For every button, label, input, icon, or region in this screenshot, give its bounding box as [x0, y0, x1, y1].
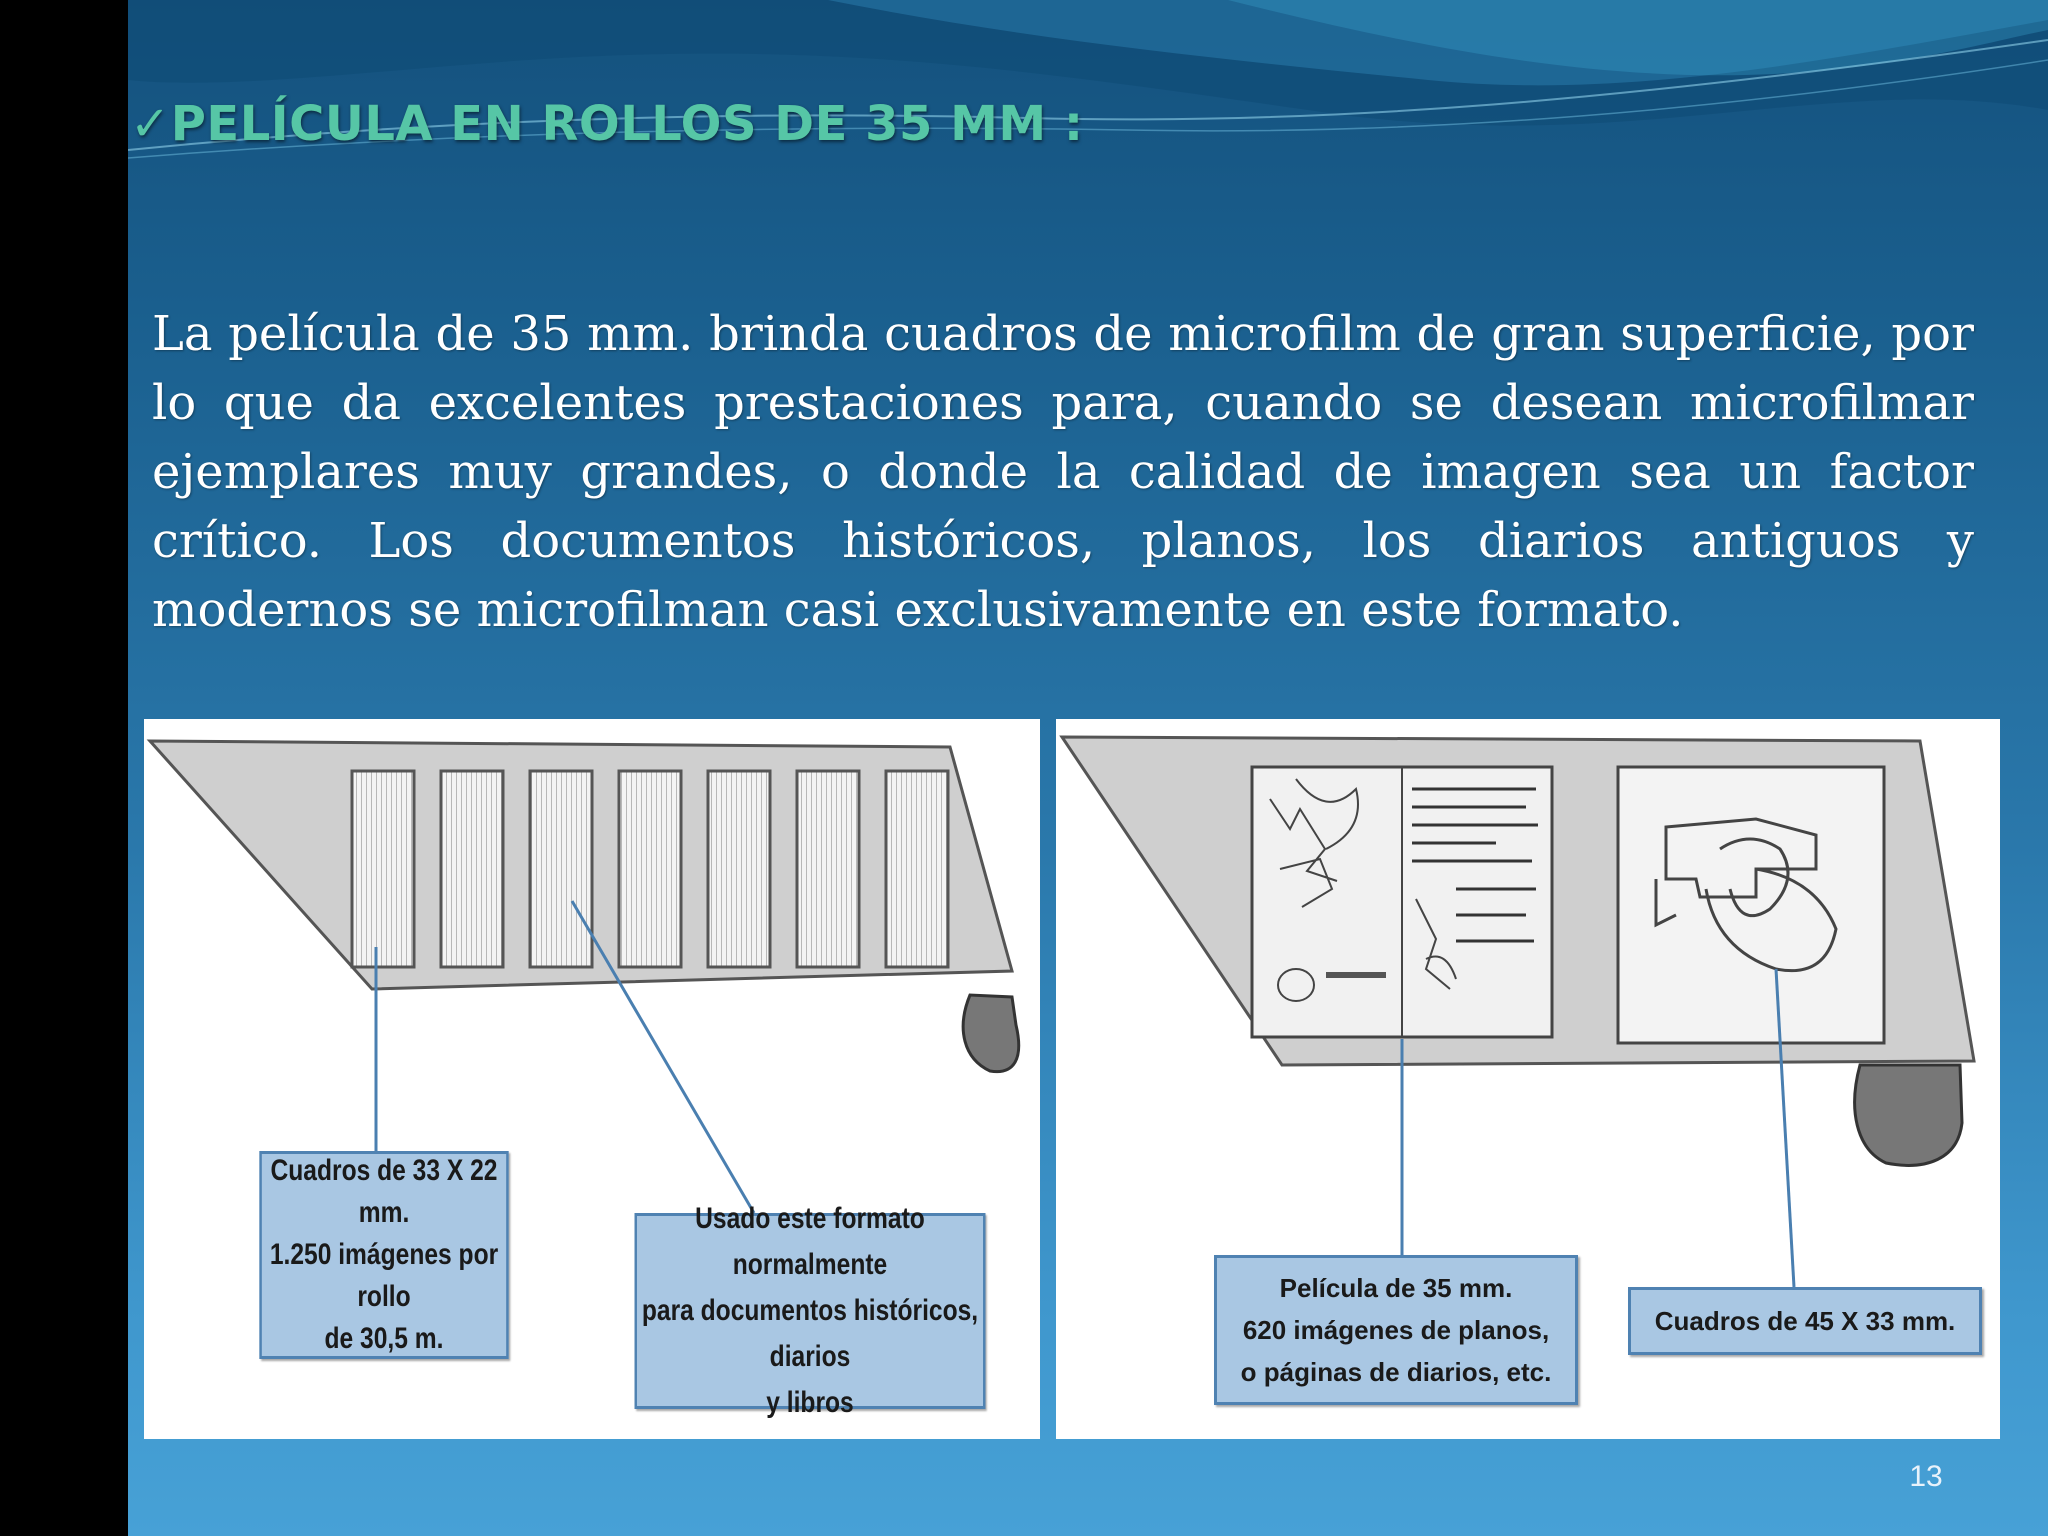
film-frame: [530, 771, 592, 967]
slide-body-paragraph: La película de 35 mm. brinda cuadros de microfilm de gran superficie, por lo que da excelentes prestaciones para, cuando se desean microfilmar ejemplares muy grandes, o donde la calidad de imagen sea un factor crítico. Los documentos históricos, planos, los diarios antiguos y modernos se microfilman casi exclusivamente en este formato.: [152, 306, 1974, 638]
film-frames: [352, 771, 948, 967]
film-frame: [352, 771, 414, 967]
film-frame: [619, 771, 681, 967]
film-frame: [441, 771, 503, 967]
figure-35mm-frames-45x33: [1056, 719, 2000, 1439]
film-frame: [797, 771, 859, 967]
caption-frame-size: Cuadros de 33 X 22 mm. 1.250 imágenes por rollo de 30,5 m.: [259, 1151, 508, 1359]
figure-35mm-frames-33x22: [144, 719, 1040, 1439]
page-number: 13: [1909, 1460, 1943, 1493]
caption-usage: Usado este formato normalmente para documentos históricos, diarios y libros: [635, 1213, 986, 1409]
film-frame: [708, 771, 770, 967]
film-curl: [963, 995, 1019, 1072]
film-frame-plan: [1618, 767, 1884, 1043]
film-curl: [1855, 1065, 1962, 1165]
slide: [128, 0, 2048, 1536]
caption-film-info: Película de 35 mm. 620 imágenes de planos, o páginas de diarios, etc.: [1214, 1255, 1578, 1405]
slide-title: ✓PELÍCULA EN ROLLOS DE 35 MM :: [130, 96, 1084, 152]
film-frame-documents: [1252, 767, 1552, 1037]
film-frame: [886, 771, 948, 967]
caption-frame-size: Cuadros de 45 X 33 mm.: [1628, 1287, 1982, 1355]
